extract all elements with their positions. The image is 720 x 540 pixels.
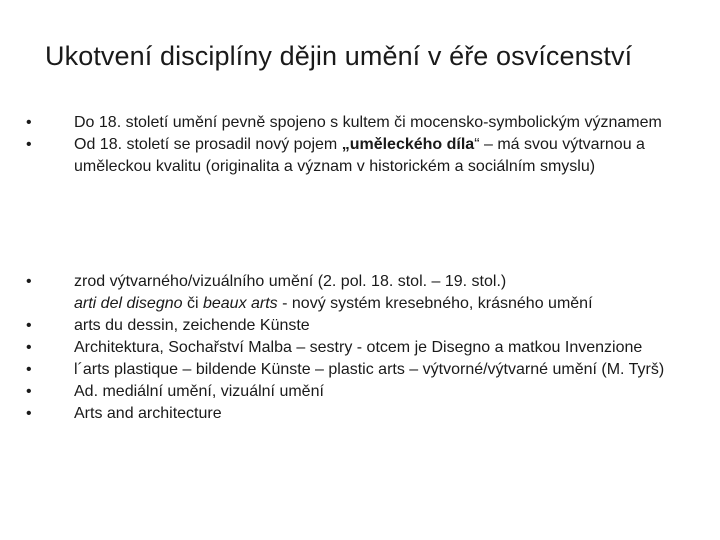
continuation-mid: či	[182, 295, 203, 312]
bullet-text: arts du dessin, zeichende Künste	[74, 317, 310, 334]
bullet-marker: •	[26, 114, 32, 131]
bullet-marker: •	[26, 361, 32, 378]
bullet-text-before: Od 18. století se prosadil nový pojem	[74, 136, 342, 153]
bullet-text: Arts and architecture	[74, 405, 222, 422]
bullet-marker: •	[26, 339, 32, 356]
bullet-item	[26, 337, 686, 359]
continuation-italic-1: arti del disegno	[74, 295, 183, 312]
bullet-item	[26, 134, 686, 178]
bullet-continuation	[26, 293, 686, 315]
bullet-item	[26, 403, 686, 425]
bullet-marker: •	[26, 136, 32, 153]
bullet-text: Ad. mediální umění, vizuální umění	[74, 383, 324, 400]
bullet-marker: •	[26, 273, 32, 290]
bullet-text-after: “ – má svou výtvarnou a uměleckou kvalitu (originalita a význam v historickém a sociálním smyslu)	[74, 136, 645, 175]
bullet-marker: •	[26, 405, 32, 422]
bullet-text: l´arts plastique – bildende Künste – plastic arts – výtvorné/výtvarné umění (M. Tyrš)	[74, 361, 665, 378]
bullet-text: Do 18. století umění pevně spojeno s kultem či mocensko-symbolickým významem	[74, 114, 662, 131]
bullet-item	[26, 112, 686, 134]
bullet-group-2	[26, 271, 686, 425]
bullet-marker: •	[26, 383, 32, 400]
bullet-item	[26, 359, 686, 381]
bullet-text: Architektura, Sochařství Malba – sestry - otcem je Disegno a matkou Invenzione	[74, 339, 643, 356]
bullet-marker: •	[26, 317, 32, 334]
bullet-item	[26, 271, 686, 293]
continuation-italic-2: beaux arts	[202, 295, 278, 312]
slide-title: Ukotvení disciplíny dějin umění v éře osvícenství	[45, 41, 633, 71]
bullet-item	[26, 381, 686, 403]
bullet-item	[26, 315, 686, 337]
bullet-text-bold: „uměleckého díla	[341, 136, 475, 153]
continuation-after: - nový systém kresebného, krásného umění	[277, 295, 593, 312]
bullet-text: zrod výtvarného/vizuálního umění (2. pol. 18. stol. – 19. stol.)	[74, 273, 507, 290]
bullet-group-1	[26, 112, 686, 178]
